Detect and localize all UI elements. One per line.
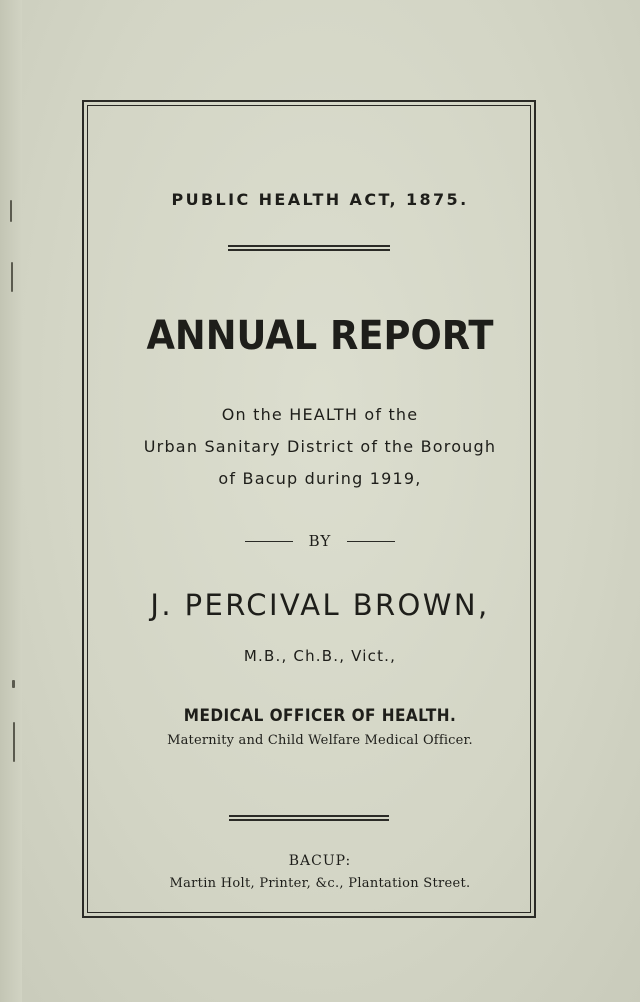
- imprint-printer: Martin Holt, Printer, &c., Plantation Street.: [169, 876, 471, 891]
- divider-rule-bottom: [229, 815, 389, 821]
- author-office-secondary: Maternity and Child Welfare Medical Officer.: [167, 733, 473, 748]
- subtitle-line: of Bacup during 1919,: [218, 469, 422, 488]
- author-qualifications: M.B., Ch.B., Vict.,: [243, 647, 397, 665]
- page-mark: [12, 680, 15, 688]
- divider-rule-top: [228, 245, 390, 251]
- author-name: J. PERCIVAL BROWN,: [150, 588, 490, 622]
- subtitle-line: Urban Sanitary District of the Borough: [143, 437, 497, 456]
- by-label: BY: [308, 532, 332, 550]
- act-heading: PUBLIC HEALTH ACT, 1875.: [171, 190, 469, 209]
- dash-right: [347, 541, 395, 542]
- imprint-place: BACUP:: [288, 853, 352, 869]
- by-line: [0, 532, 640, 550]
- subtitle-line: On the HEALTH of the: [221, 405, 419, 424]
- page-border-inner: [87, 105, 531, 913]
- page-mark: [11, 262, 13, 292]
- page-edge: [0, 0, 22, 1002]
- report-title: ANNUAL REPORT: [146, 313, 494, 359]
- author-office: MEDICAL OFFICER OF HEALTH.: [183, 706, 457, 726]
- dash-left: [245, 541, 293, 542]
